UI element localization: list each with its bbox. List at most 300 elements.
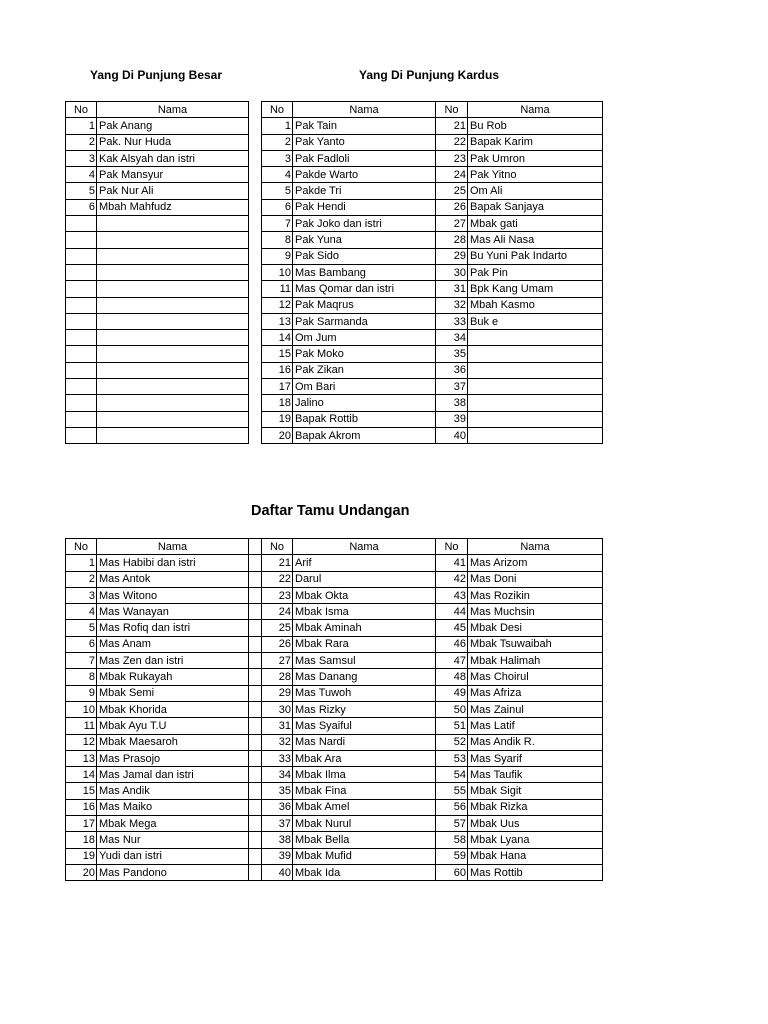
table-row [66,718,603,734]
guest-name: Bapak Karim [468,134,603,150]
table-header-row [66,539,603,555]
guest-name: Mbak Ayu T.U [97,718,249,734]
row-number: 59 [436,848,468,864]
guest-name: Pak Nur Ali [97,183,249,199]
guest-name: Mbak Halimah [468,653,603,669]
guest-name: Bpk Kang Umam [468,281,603,297]
guest-name: Mas Rottib [468,864,603,880]
table-row [262,183,603,199]
row-number: 42 [436,571,468,587]
table-row [262,118,603,134]
guest-name: Mas Rizky [293,701,436,717]
guest-name: Mas Pandono [97,864,249,880]
spacer-cell [249,799,262,815]
row-number: 53 [436,750,468,766]
table-row [262,297,603,313]
table-row [66,346,249,362]
title-punjung-kardus: Yang Di Punjung Kardus [359,68,500,82]
guest-name: Mbak Fina [293,783,436,799]
row-number: 44 [436,604,468,620]
spacer-cell [249,620,262,636]
row-number: 38 [436,395,468,411]
row-number: 51 [436,718,468,734]
guest-name: Pak Sido [293,248,436,264]
spacer-cell [249,718,262,734]
guest-name: Yudi dan istri [97,848,249,864]
table-row [66,685,603,701]
guest-name: Mbak Aminah [293,620,436,636]
row-number: 10 [262,264,293,280]
guest-name: Mas Syaiful [293,718,436,734]
header-nama: Nama [468,102,603,118]
row-number: 39 [262,848,293,864]
guest-name: Pak Tain [293,118,436,134]
guest-name [97,281,249,297]
guest-name: Pak Moko [293,346,436,362]
guest-name: Arif [293,555,436,571]
table-row [66,864,603,880]
row-number: 20 [262,427,293,443]
guest-name [97,427,249,443]
row-number: 4 [66,167,97,183]
spacer-cell [249,734,262,750]
spacer-cell [249,587,262,603]
table-header-row [66,102,249,118]
row-number: 5 [262,183,293,199]
row-number: 19 [66,848,97,864]
row-number [66,411,97,427]
spacer-cell [249,636,262,652]
guest-name: Jalino [293,395,436,411]
table-row [66,555,603,571]
guest-name [97,297,249,313]
table-row [66,330,249,346]
spacer-cell [249,816,262,832]
guest-name [97,395,249,411]
row-number: 16 [66,799,97,815]
row-number: 7 [66,653,97,669]
table-row [66,750,603,766]
guest-name [468,411,603,427]
guest-name: Mas Witono [97,587,249,603]
row-number: 3 [66,587,97,603]
row-number: 5 [66,183,97,199]
row-number: 8 [262,232,293,248]
table-row [66,379,249,395]
row-number: 16 [262,362,293,378]
row-number: 18 [66,832,97,848]
guest-name: Pak Yanto [293,134,436,150]
guest-name [97,264,249,280]
guest-name: Mas Nardi [293,734,436,750]
table-row [66,411,249,427]
guest-name [97,346,249,362]
row-number: 6 [66,199,97,215]
row-number: 30 [262,701,293,717]
row-number: 2 [262,134,293,150]
guest-name: Mbak Amel [293,799,436,815]
header-nama: Nama [293,539,436,555]
row-number: 46 [436,636,468,652]
guest-name: Mas Zen dan istri [97,653,249,669]
header-nama: Nama [97,102,249,118]
table-row [66,734,603,750]
guest-name: Mas Anam [97,636,249,652]
guest-name: Mbak gati [468,216,603,232]
guest-name [468,379,603,395]
guest-name [97,248,249,264]
row-number [66,216,97,232]
guest-name: Mas Bambang [293,264,436,280]
row-number: 5 [66,620,97,636]
row-number: 31 [262,718,293,734]
row-number: 32 [262,734,293,750]
row-number: 40 [436,427,468,443]
guest-name: Mbak Khorida [97,701,249,717]
row-number: 1 [262,118,293,134]
guest-name: Pak Mansyur [97,167,249,183]
guest-name: Bapak Sanjaya [468,199,603,215]
row-number: 23 [262,587,293,603]
guest-name: Mbak Semi [97,685,249,701]
row-number: 37 [262,816,293,832]
row-number [66,346,97,362]
row-number: 21 [436,118,468,134]
guest-name: Mbak Isma [293,604,436,620]
row-number: 35 [262,783,293,799]
guest-name [97,362,249,378]
row-number: 50 [436,701,468,717]
guest-name: Mas Wanayan [97,604,249,620]
guest-name: Bapak Akrom [293,427,436,443]
row-number: 25 [436,183,468,199]
table-row [66,167,249,183]
guest-name: Mas Muchsin [468,604,603,620]
guest-name: Pakde Tri [293,183,436,199]
title-daftar-tamu-undangan: Daftar Tamu Undangan [251,503,410,519]
spacer-cell [249,864,262,880]
table-row [66,150,249,166]
guest-name [97,216,249,232]
guest-name [468,427,603,443]
row-number: 48 [436,669,468,685]
guest-name: Mas Tuwoh [293,685,436,701]
guest-name: Mbah Kasmo [468,297,603,313]
spacer-cell [249,701,262,717]
row-number: 7 [262,216,293,232]
row-number [66,330,97,346]
guest-name: Pak Umron [468,150,603,166]
row-number: 35 [436,346,468,362]
table-row [262,150,603,166]
row-number: 40 [262,864,293,880]
header-no: No [436,539,468,555]
guest-name: Pak Yuna [293,232,436,248]
guest-name: Buk e [468,313,603,329]
row-number: 28 [436,232,468,248]
table-row [66,816,603,832]
row-number [66,379,97,395]
table-row [66,571,603,587]
spacer-cell [249,767,262,783]
table-row [66,313,249,329]
table-row [66,216,249,232]
guest-name [97,232,249,248]
table-row [262,134,603,150]
guest-name: Pak Sarmanda [293,313,436,329]
guest-name: Mas Habibi dan istri [97,555,249,571]
guest-name: Mas Andik [97,783,249,799]
guest-name: Mas Rozikin [468,587,603,603]
row-number: 56 [436,799,468,815]
row-number: 4 [66,604,97,620]
guest-name: Kak Alsyah dan istri [97,150,249,166]
guest-name: Mas Afriza [468,685,603,701]
guest-name: Pak Pin [468,264,603,280]
table-punjung-kardus [261,101,603,444]
guest-name: Bu Yuni Pak Indarto [468,248,603,264]
row-number: 49 [436,685,468,701]
guest-name: Mbak Lyana [468,832,603,848]
guest-name: Pak Joko dan istri [293,216,436,232]
table-row [66,832,603,848]
guest-name: Mas Nur [97,832,249,848]
guest-name: Darul [293,571,436,587]
row-number: 36 [262,799,293,815]
row-number: 54 [436,767,468,783]
guest-name: Om Ali [468,183,603,199]
table-row [66,134,249,150]
row-number: 32 [436,297,468,313]
row-number: 55 [436,783,468,799]
table-row [262,379,603,395]
guest-name [97,313,249,329]
guest-name: Mas Maiko [97,799,249,815]
row-number: 27 [262,653,293,669]
table-row [262,411,603,427]
guest-name: Pak Zikan [293,362,436,378]
table-row [262,248,603,264]
guest-name: Pak Anang [97,118,249,134]
table-row [66,395,249,411]
guest-name: Mas Andik R. [468,734,603,750]
row-number: 38 [262,832,293,848]
row-number: 39 [436,411,468,427]
spacer-cell [249,653,262,669]
row-number [66,313,97,329]
table-row [262,346,603,362]
guest-name: Mbak Rara [293,636,436,652]
table-row [262,232,603,248]
guest-name: Om Jum [293,330,436,346]
guest-name: Mbak Maesaroh [97,734,249,750]
row-number: 23 [436,150,468,166]
guest-name: Mbak Ara [293,750,436,766]
guest-name [468,362,603,378]
spacer-cell [249,848,262,864]
table-row [66,248,249,264]
header-nama: Nama [468,539,603,555]
spacer-cell [249,783,262,799]
guest-name: Mbak Bella [293,832,436,848]
row-number: 9 [262,248,293,264]
table-row [262,313,603,329]
row-number: 41 [436,555,468,571]
row-number: 12 [66,734,97,750]
guest-name: Mas Antok [97,571,249,587]
guest-name: Mas Doni [468,571,603,587]
header-no: No [66,539,97,555]
table-row [66,118,249,134]
guest-name [97,411,249,427]
guest-name: Om Bari [293,379,436,395]
row-number: 24 [262,604,293,620]
row-number: 43 [436,587,468,603]
row-number [66,248,97,264]
guest-name: Mbak Sigit [468,783,603,799]
table-row [66,653,603,669]
row-number: 34 [436,330,468,346]
guest-name: Mas Qomar dan istri [293,281,436,297]
row-number: 15 [262,346,293,362]
row-number: 20 [66,864,97,880]
header-no: No [66,102,97,118]
guest-name: Pak Yitno [468,167,603,183]
table-row [66,848,603,864]
guest-name: Mbak Ilma [293,767,436,783]
guest-name: Mas Jamal dan istri [97,767,249,783]
row-number [66,362,97,378]
guest-name: Mbak Ida [293,864,436,880]
row-number: 21 [262,555,293,571]
table-row [66,636,603,652]
table-row [66,799,603,815]
spacer-cell [249,685,262,701]
row-number [66,264,97,280]
table-row [262,362,603,378]
row-number: 24 [436,167,468,183]
guest-name: Mbak Rukayah [97,669,249,685]
row-number: 22 [262,571,293,587]
row-number: 2 [66,134,97,150]
row-number: 14 [262,330,293,346]
row-number: 60 [436,864,468,880]
table-row [66,183,249,199]
row-number: 19 [262,411,293,427]
row-number: 2 [66,571,97,587]
guest-name: Mbak Desi [468,620,603,636]
row-number: 31 [436,281,468,297]
row-number: 26 [262,636,293,652]
row-number: 4 [262,167,293,183]
row-number: 6 [262,199,293,215]
spacer-cell [249,750,262,766]
guest-name: Mbak Mufid [293,848,436,864]
row-number: 29 [436,248,468,264]
row-number: 26 [436,199,468,215]
row-number: 22 [436,134,468,150]
guest-name: Bu Rob [468,118,603,134]
guest-name [468,346,603,362]
guest-name [97,379,249,395]
guest-name: Mas Latif [468,718,603,734]
row-number [66,427,97,443]
table-row [262,330,603,346]
row-number [66,395,97,411]
spacer-cell [249,832,262,848]
row-number: 47 [436,653,468,669]
guest-name: Mas Rofiq dan istri [97,620,249,636]
row-number: 57 [436,816,468,832]
row-number: 45 [436,620,468,636]
guest-name: Mas Prasojo [97,750,249,766]
row-number: 12 [262,297,293,313]
row-number [66,281,97,297]
row-number: 11 [262,281,293,297]
row-number: 11 [66,718,97,734]
row-number: 33 [436,313,468,329]
guest-name: Mbak Rizka [468,799,603,815]
spacer-cell [249,555,262,571]
table-row [66,701,603,717]
row-number: 3 [66,150,97,166]
row-number: 1 [66,118,97,134]
row-number: 1 [66,555,97,571]
row-number: 52 [436,734,468,750]
header-no: No [262,539,293,555]
table-row [66,767,603,783]
guest-name [468,330,603,346]
row-number: 33 [262,750,293,766]
table-row [66,232,249,248]
row-number: 34 [262,767,293,783]
table-row [262,395,603,411]
table-row [262,216,603,232]
guest-name: Mbak Okta [293,587,436,603]
table-row [262,281,603,297]
guest-name: Mbak Mega [97,816,249,832]
table-row [66,297,249,313]
table-row [66,669,603,685]
row-number: 30 [436,264,468,280]
table-row [66,783,603,799]
guest-name: Mbak Hana [468,848,603,864]
guest-name: Mas Arizom [468,555,603,571]
header-no: No [436,102,468,118]
row-number: 36 [436,362,468,378]
table-row [66,427,249,443]
guest-name: Pak Hendi [293,199,436,215]
table-row [66,281,249,297]
row-number: 13 [262,313,293,329]
row-number: 25 [262,620,293,636]
row-number: 13 [66,750,97,766]
guest-name [97,330,249,346]
spacer-cell [249,571,262,587]
table-row [262,427,603,443]
row-number: 8 [66,669,97,685]
table-daftar-tamu-undangan [65,538,603,881]
table-row [262,167,603,183]
guest-name: Mbak Nurul [293,816,436,832]
guest-name: Mas Syarif [468,750,603,766]
header-no: No [262,102,293,118]
row-number: 17 [262,379,293,395]
table-row [66,264,249,280]
row-number: 17 [66,816,97,832]
row-number [66,297,97,313]
guest-name: Mbah Mahfudz [97,199,249,215]
